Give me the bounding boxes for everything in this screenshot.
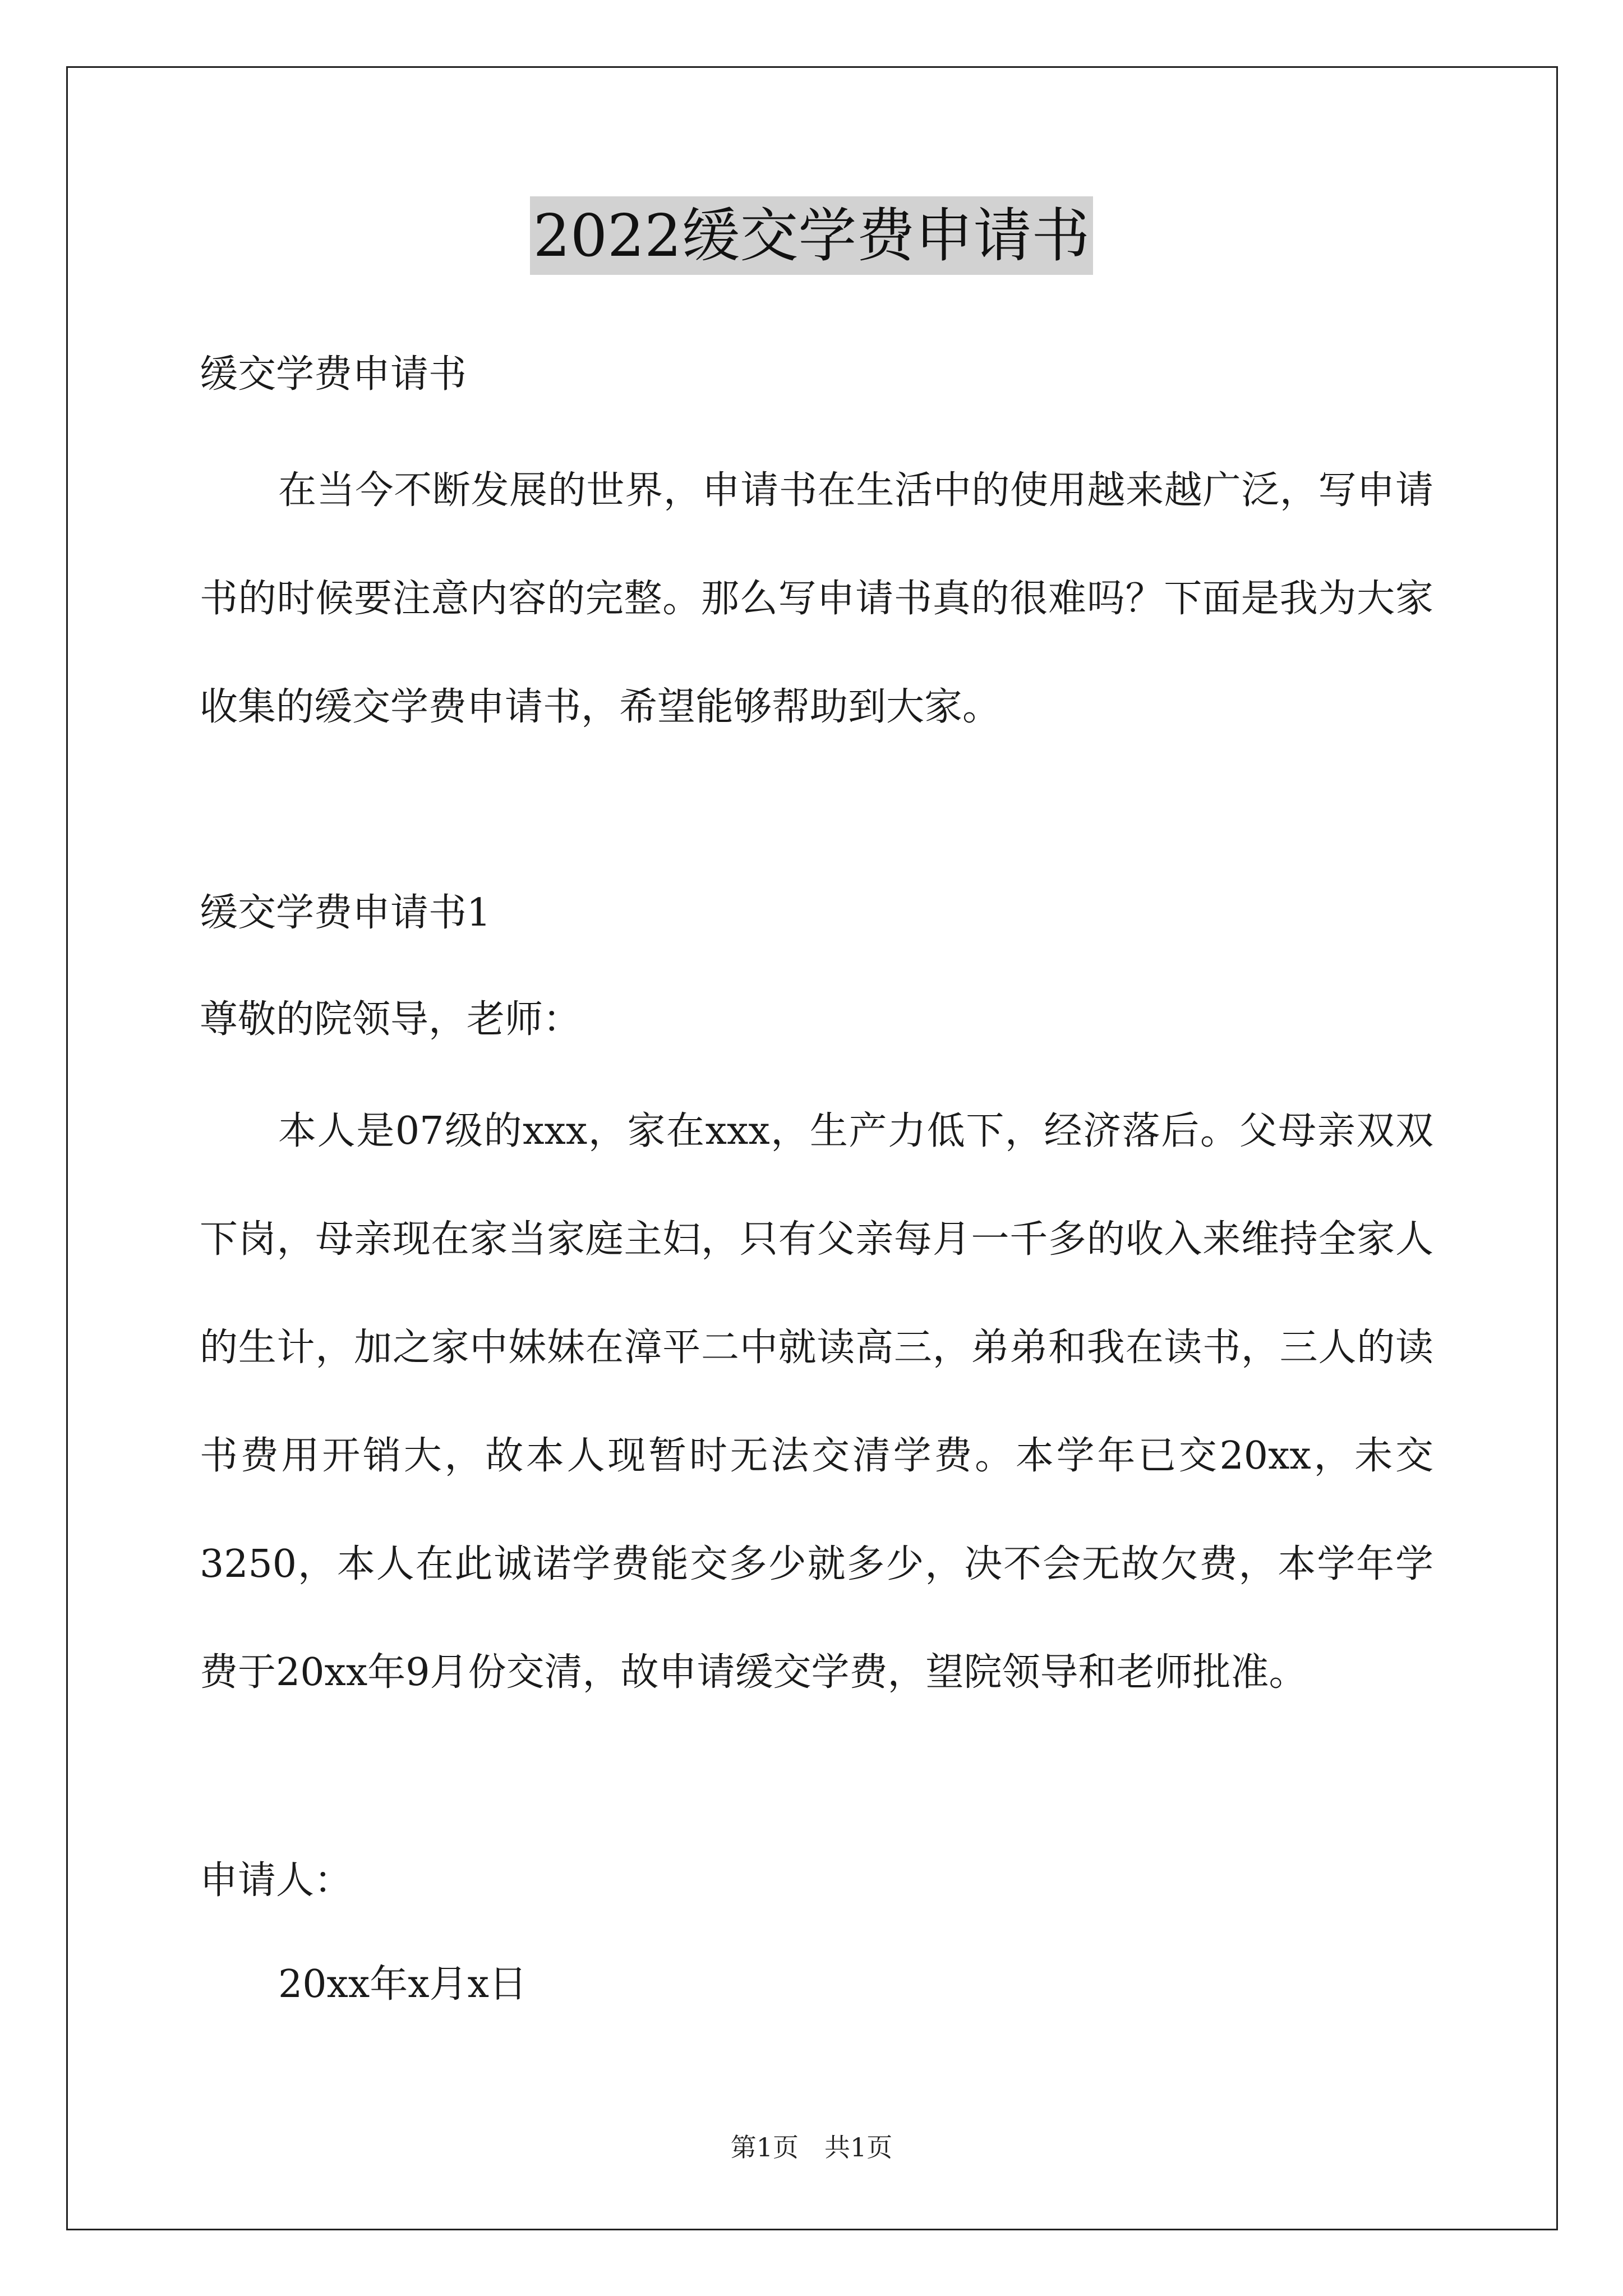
- title-container: [0, 196, 1623, 275]
- document-title: 2022缓交学费申请书: [530, 196, 1094, 275]
- application-date: 20xx年x月x日: [278, 1962, 527, 2007]
- intro-paragraph: 在当今不断发展的世界，申请书在生活中的使用越来越广泛，写申请书的时候要注意内容的完整。那么写申请书真的很难吗？下面是我为大家收集的缓交学费申请书，希望能够帮助到大家。: [200, 468, 1433, 729]
- document-subtitle: 缓交学费申请书: [200, 352, 467, 397]
- body-paragraph: 本人是07级的xxx，家在xxx，生产力低下，经济落后。父母亲双双下岗，母亲现在家当家庭主妇，只有父亲每月一千多的收入来维持全家人的生计，加之家中妹妹在漳平二中就读高三，弟弟和我在读书，三人的读书费用开销大，故本人现暂时无法交清学费。本学年已交20xx，未交3250，本人在此诚诺学费能交多少就多少，决不会无故欠费，本学年学费于20xx年9月份交清，故申请缓交学费，望院领导和老师批准。: [200, 1109, 1433, 1695]
- page-footer: 第1页 共1页: [730, 2132, 893, 2162]
- section-heading: 缓交学费申请书1: [200, 891, 491, 935]
- applicant-label: 申请人：: [200, 1858, 353, 1903]
- salutation: 尊敬的院领导，老师：: [200, 997, 582, 1042]
